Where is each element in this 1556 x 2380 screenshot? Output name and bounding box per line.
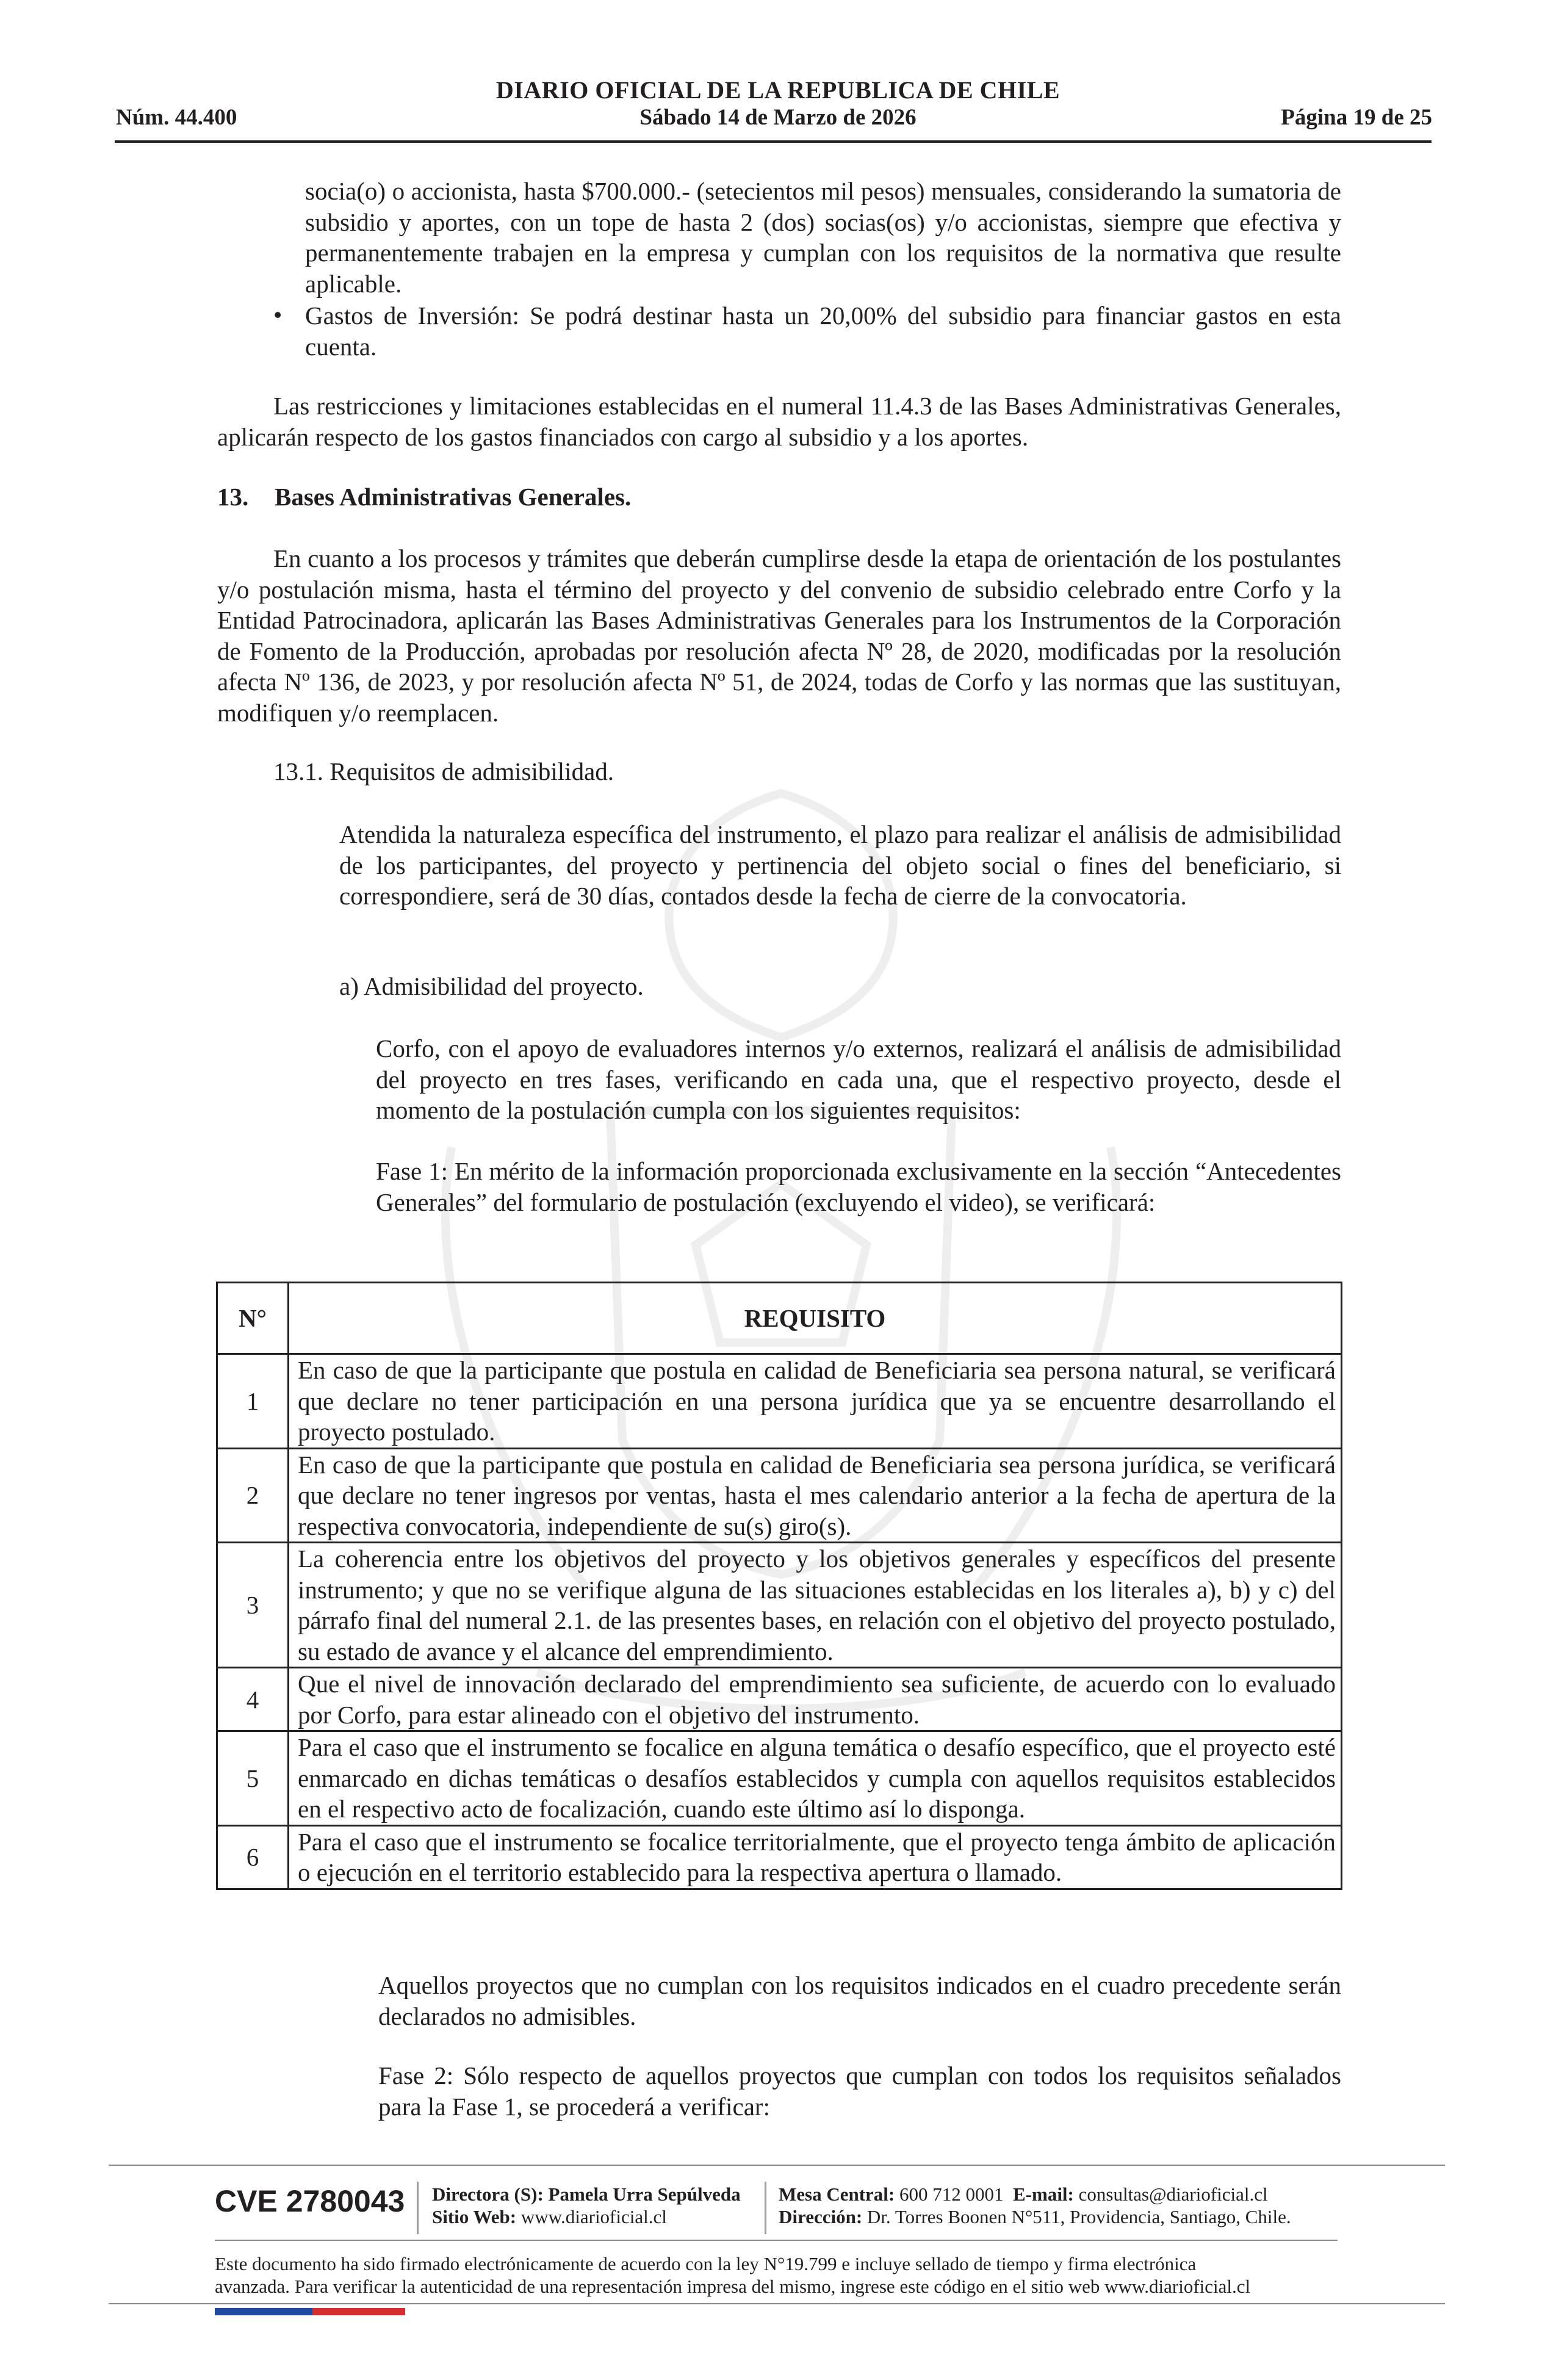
row-requisito: Para el caso que el instrumento se focalice en alguna temática o desafío específico, que el proyecto esté enmarcado en dichas temáticas o desafíos establecidos y cumpla con aquellos requisitos establecidos en el respectivo acto de focalización, cuando este último así lo disponga. bbox=[289, 1731, 1342, 1826]
footer-director bbox=[432, 2183, 741, 2205]
row-number: 5 bbox=[217, 1731, 289, 1826]
table-row bbox=[217, 1731, 1342, 1826]
row-number: 4 bbox=[217, 1668, 289, 1731]
row-requisito: En caso de que la participante que postula en calidad de Beneficiaria sea persona jurídica, se verificará que declare no tener ingresos por ventas, hasta el mes calendario anterior a la fecha de apertura de la respectiva convocatoria, independiente de su(s) giro(s). bbox=[289, 1448, 1342, 1543]
bullet-gastos-inversion: Gastos de Inversión: Se podrá destinar hasta un 20,00% del subsidio para financiar gastos en esta cuenta. bbox=[305, 301, 1341, 361]
row-number: 2 bbox=[217, 1448, 289, 1543]
footer-separator bbox=[417, 2182, 419, 2234]
flag-stripe-red bbox=[312, 2308, 405, 2315]
column-header-number: N° bbox=[217, 1283, 289, 1354]
flag-stripe-blue bbox=[215, 2308, 312, 2315]
table-header-row bbox=[217, 1283, 1342, 1354]
paragraph-bases-administrativas: En cuanto a los procesos y trámites que deberán cumplirse desde la etapa de orientación de los postulantes y/o postulación misma, hasta el término del proyecto y del convenio de subsidio celebrado entre Corfo y la Entidad Patrocinadora, aplicarán las Bases Administrativas Generales para los Instrumentos de la Corporación de Fomento de la Producción, aprobadas por resolución afecta Nº 28, de 2020, modificadas por la resolución afecta Nº 136, de 2023, y por resolución afecta Nº 51, de 2024, todas de Corfo y las normas que las sustituyan, modifiquen y/o reemplacen. bbox=[217, 544, 1341, 727]
address-text: Dr. Torres Boonen N°511, Providencia, Santiago, Chile. bbox=[866, 2206, 1291, 2227]
mesa-phone: 600 712 0001 bbox=[899, 2183, 1004, 2205]
page-number: Página 19 de 25 bbox=[1281, 105, 1432, 130]
header-rule bbox=[115, 140, 1432, 143]
paragraph-restricciones: Las restricciones y limitaciones establecidas en el numeral 11.4.3 de las Bases Administrativas Generales, aplicarán respecto de los gastos financiados con cargo al subsidio y a los aportes. bbox=[217, 392, 1341, 451]
table-row bbox=[217, 1668, 1342, 1731]
footer-address bbox=[779, 2206, 1291, 2228]
requirements-table bbox=[216, 1282, 1342, 1890]
row-requisito: En caso de que la participante que postula en calidad de Beneficiaria sea persona natural, se verificará que declare no tener participación en una persona jurídica que ya se encuentre desarrollando el proyecto postulado. bbox=[289, 1354, 1342, 1449]
signature-note-line-1: Este documento ha sido firmado electrónicamente de acuerdo con la ley N°19.799 e incluye sellado de tiempo y firma electrónica bbox=[215, 2253, 1197, 2274]
table-row bbox=[217, 1448, 1342, 1543]
director-label: Directora (S): bbox=[432, 2183, 544, 2205]
row-requisito: Para el caso que el instrumento se focalice territorialmente, que el proyecto tenga ámbito de aplicación o ejecución en el territorio establecido para la respectiva apertura o llamado. bbox=[289, 1825, 1342, 1889]
table-row bbox=[217, 1825, 1342, 1889]
footer-website bbox=[432, 2206, 667, 2228]
paragraph-fase-1: Fase 1: En mérito de la información proporcionada exclusivamente en la sección “Antecedentes Generales” del formulario de postulación (excluyendo el video), se verificará: bbox=[376, 1157, 1341, 1216]
item-a-heading: a) Admisibilidad del proyecto. bbox=[339, 972, 644, 1000]
footer-rule-bottom bbox=[109, 2303, 1445, 2304]
row-number: 6 bbox=[217, 1825, 289, 1889]
address-label: Dirección: bbox=[779, 2206, 863, 2227]
row-requisito: Que el nivel de innovación declarado del emprendimiento sea suficiente, de acuerdo con lo evaluado por Corfo, para estar alineado con el objetivo del instrumento. bbox=[289, 1668, 1342, 1731]
row-number: 1 bbox=[217, 1354, 289, 1449]
paragraph-fase-2: Fase 2: Sólo respecto de aquellos proyectos que cumplan con todos los requisitos señalados para la Fase 1, se procederá a verificar: bbox=[378, 2061, 1341, 2121]
table-row bbox=[217, 1543, 1342, 1668]
director-name: Pamela Urra Sepúlveda bbox=[548, 2183, 741, 2205]
column-header-requisito: REQUISITO bbox=[289, 1283, 1342, 1354]
issue-date: Sábado 14 de Marzo de 2026 bbox=[639, 105, 917, 130]
email-link[interactable]: consultas@diarioficial.cl bbox=[1078, 2183, 1268, 2205]
section-13-heading: Bases Administrativas Generales. bbox=[275, 483, 632, 511]
paragraph-no-admisibles: Aquellos proyectos que no cumplan con los requisitos indicados en el cuadro precedente serán declarados no admisibles. bbox=[378, 1971, 1341, 2030]
table-row bbox=[217, 1354, 1342, 1449]
subsection-13-1-heading: 13.1. Requisitos de admisibilidad. bbox=[273, 757, 614, 785]
footer-rule-top bbox=[109, 2165, 1445, 2166]
paragraph-plazo-admisibilidad: Atendida la naturaleza específica del instrumento, el plazo para realizar el análisis de admisibilidad de los participantes, del proyecto y pertinencia del objeto social o fines del beneficiario, si correspondiere, será de 30 días, contados desde la fecha de cierre de la convocatoria. bbox=[339, 820, 1341, 910]
row-requisito: La coherencia entre los objetivos del proyecto y los objetivos generales y específicos del presente instrumento; y que no se verifique alguna de las situaciones establecidas en los literales a), b) y c) del párrafo final del numeral 2.1. de las presentes bases, en relación con el objetivo del proyecto postulado, su estado de avance y el alcance del emprendimiento. bbox=[289, 1543, 1342, 1668]
bullet-dot: • bbox=[273, 301, 283, 329]
signature-note-line-2: avanzada. Para verificar la autenticidad de una representación impresa del mismo, ingrese este código en el sitio web www.diarioficial.cl bbox=[215, 2276, 1251, 2297]
website-label: Sitio Web: bbox=[432, 2206, 517, 2227]
mesa-label: Mesa Central: bbox=[779, 2183, 895, 2205]
email-label: E-mail: bbox=[1013, 2183, 1074, 2205]
footer-contact bbox=[779, 2183, 1268, 2205]
website-link[interactable]: www.diarioficial.cl bbox=[520, 2206, 667, 2227]
row-number: 3 bbox=[217, 1543, 289, 1668]
footer-rule-middle bbox=[215, 2240, 1338, 2241]
newspaper-title: DIARIO OFICIAL DE LA REPUBLICA DE CHILE bbox=[495, 76, 1061, 104]
footer-separator bbox=[765, 2182, 766, 2234]
cve-code: CVE 2780043 bbox=[215, 2184, 405, 2218]
paragraph-subsidio-socios: socia(o) o accionista, hasta $700.000.- (setecientos mil pesos) mensuales, considerando la sumatoria de subsidio y aportes, con un tope de hasta 2 (dos) socias(os) y/o accionistas, siempre que efectiva y permanentemente trabajen en la empresa y cumplan con los requisitos de la normativa que resulte aplicable. bbox=[305, 177, 1341, 298]
paragraph-corfo-fases: Corfo, con el apoyo de evaluadores internos y/o externos, realizará el análisis de admisibilidad del proyecto en tres fases, verificando en cada una, que el respectivo proyecto, desde el momento de la postulación cumpla con los siguientes requisitos: bbox=[376, 1034, 1341, 1124]
section-13-number: 13. bbox=[217, 483, 249, 511]
issue-number: Núm. 44.400 bbox=[116, 105, 237, 130]
